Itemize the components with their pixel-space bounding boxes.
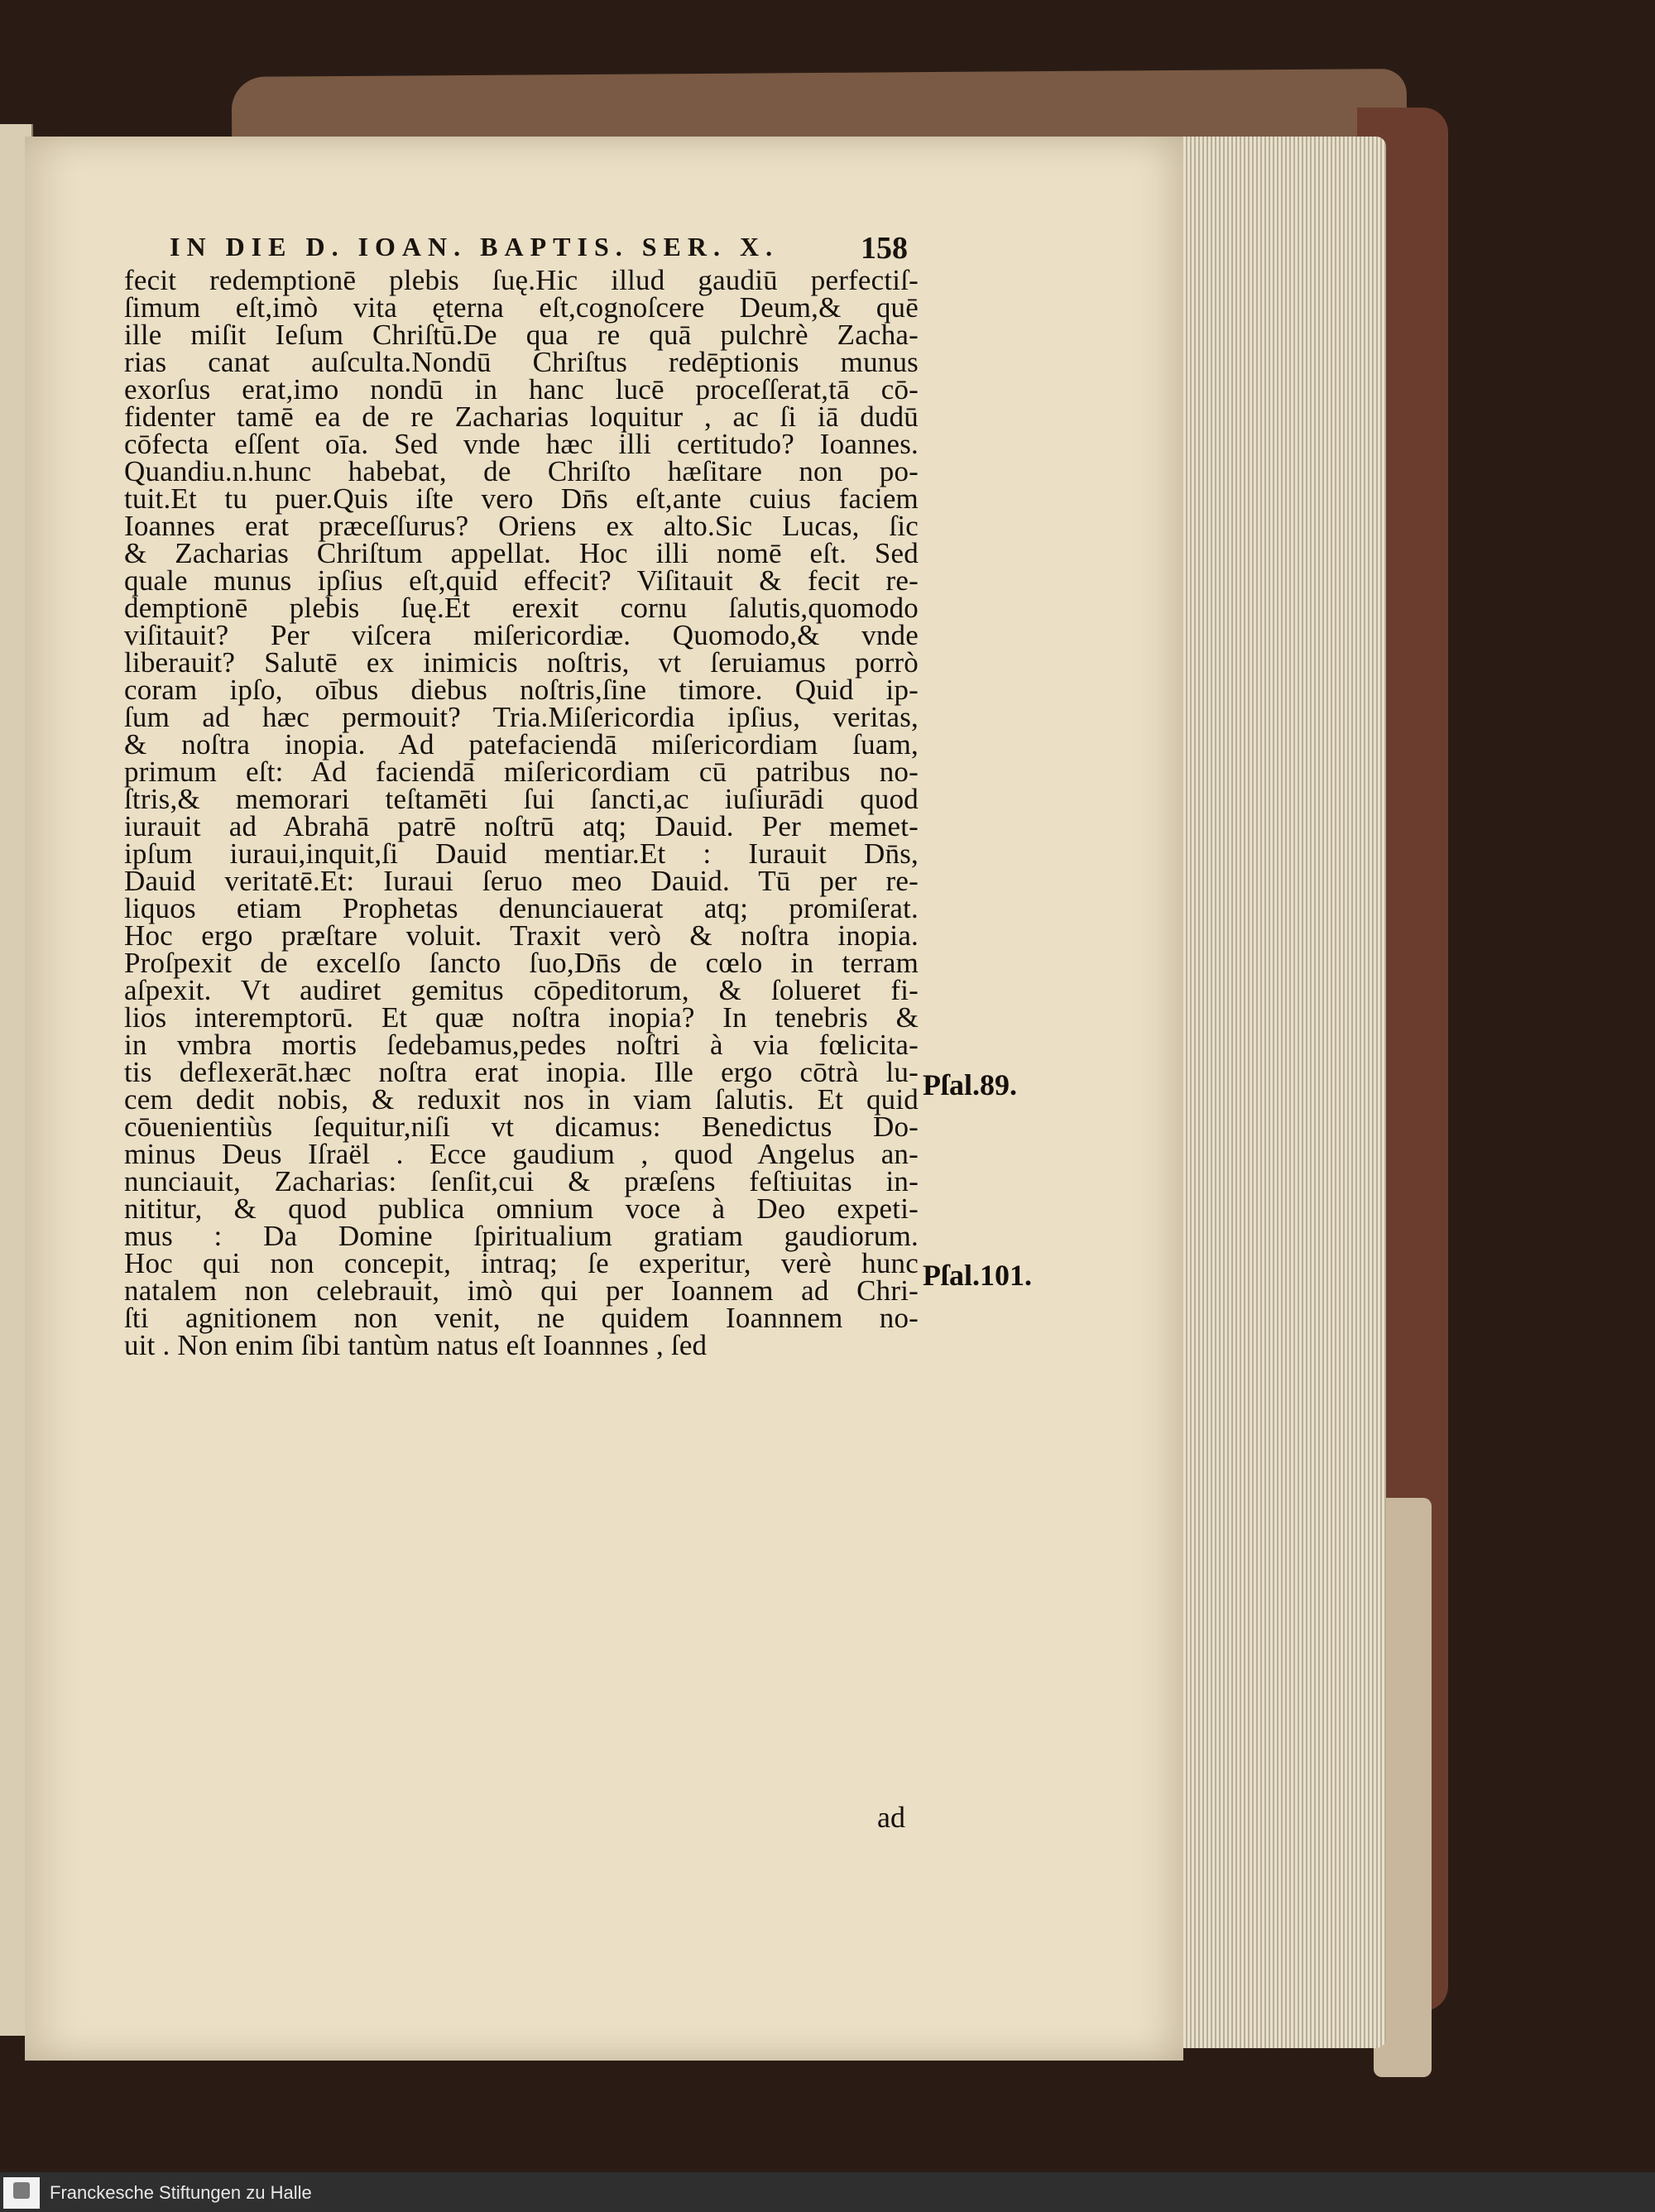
text-line: in vmbra mortis ſedebamus,pedes noſtri à via fœlicita- (124, 1029, 919, 1061)
institution-logo-icon (3, 2177, 40, 2209)
text-line: demptionē plebis ſuę.Et erexit cornu ſalutis,quomodo (124, 592, 919, 624)
text-line: ille miſit Ieſum Chriſtū.De qua re quā pulchrè Zacha- (124, 319, 919, 351)
text-line: cem dedit nobis, & reduxit nos in viam ſalutis. Et quid (124, 1083, 919, 1116)
text-line: viſitauit? Per viſcera miſericordiæ. Quomodo,& vnde (124, 619, 919, 651)
page-edges (1179, 137, 1386, 2048)
marginal-note: Pſal.101. (923, 1259, 1032, 1292)
text-line: fecit redemptionē plebis ſuę.Hic illud gaudiū perfectiſ- (124, 264, 919, 296)
text-line: tuit.Et tu puer.Quis iſte vero Dn̄s eſt,ante cuius faciem (124, 482, 919, 515)
text-line: Quandiu.n.hunc habebat, de Chriſto hæſitare non po- (124, 455, 919, 487)
page-number: 158 (861, 231, 908, 266)
text-line: ſimum eſt,imò vita ęterna eſt,cognoſcere Deum,& quē (124, 291, 919, 324)
text-line: natalem non celebrauit, imò qui per Ioannem ad Chri- (124, 1274, 919, 1307)
footer-bar (0, 2172, 1655, 2212)
text-line: primum eſt: Ad faciendā miſericordiam cū patribus no- (124, 756, 919, 788)
footer-label: Franckesche Stiftungen zu Halle (50, 2182, 312, 2203)
text-line: cōuenientiùs ſequitur,niſi vt dicamus: Benedictus Do- (124, 1111, 919, 1143)
text-line: Proſpexit de excelſo ſancto ſuo,Dn̄s de cœlo in terram (124, 947, 919, 979)
text-line: rias canat auſculta.Nondū Chriſtus redēptionis munus (124, 346, 919, 378)
text-line: ipſum iuraui,inquit,ſi Dauid mentiar.Et : Iurauit Dn̄s, (124, 837, 919, 870)
text-line: liquos etiam Prophetas denunciauerat atq; promiſerat. (124, 892, 919, 924)
text-line: & Zacharias Chriſtum appellat. Hoc illi nomē eſt. Sed (124, 537, 919, 569)
text-line: ſtris,& memorari teſtamēti ſui ſancti,ac iuſiurādi quod (124, 783, 919, 815)
text-line: lios interemptorū. Et quæ noſtra inopia? In tenebris & (124, 1001, 919, 1034)
text-line: ſum ad hæc permouit? Tria.Miſericordia ipſius, veritas, (124, 701, 919, 733)
text-line: coram ipſo, oībus diebus noſtris,ſine timore. Quid ip- (124, 674, 919, 706)
text-line: cōfecta eſſent oīa. Sed vnde hæc illi certitudo? Ioannes. (124, 428, 919, 460)
marginal-note: Pſal.89. (923, 1068, 1017, 1101)
text-line: tis deflexerāt.hæc noſtra erat inopia. Ille ergo cōtrà lu- (124, 1056, 919, 1088)
running-head: IN DIE D. IOAN. BAPTIS. SER. X. (170, 232, 780, 262)
text-line: exorſus erat,imo nondū in hanc lucē proceſſerat,tā cō- (124, 373, 919, 405)
text-line: liberauit? Salutē ex inimicis noſtris, vt ſeruiamus porrò (124, 646, 919, 679)
text-line: ſti agnitionem non venit, ne quidem Ioannnem no- (124, 1302, 919, 1334)
text-line: aſpexit. Vt audiret gemitus cōpeditorum, & ſolueret fi- (124, 974, 919, 1006)
text-line: minus Deus Iſraël . Ecce gaudium , quod Angelus an- (124, 1138, 919, 1170)
text-line: fidenter tamē ea de re Zacharias loquitur , ac ſi iā dudū (124, 401, 919, 433)
text-line: Ioannes erat præceſſurus? Oriens ex alto.Sic Lucas, ſic (124, 510, 919, 542)
text-line: Hoc ergo præſtare voluit. Traxit verò & noſtra inopia. (124, 919, 919, 952)
text-line: nititur, & quod publica omnium voce à Deo expeti- (124, 1192, 919, 1225)
text-line: Hoc qui non concepit, intraq; ſe experitur, verè hunc (124, 1247, 919, 1279)
text-line: quale munus ipſius eſt,quid effecit? Viſitauit & fecit re- (124, 564, 919, 597)
text-line: & noſtra inopia. Ad patefaciendā miſericordiam ſuam, (124, 728, 919, 761)
body-text (124, 266, 919, 1359)
text-line: Dauid veritatē.Et: Iuraui ſeruo meo Dauid. Tū per re- (124, 865, 919, 897)
text-line: nunciauit, Zacharias: ſenſit,cui & præſens feſtiuitas in- (124, 1165, 919, 1197)
text-line: uit . Non enim ſibi tantùm natus eſt Ioannnes , ſed (124, 1329, 708, 1361)
text-line: iurauit ad Abrahā patrē noſtrū atq; Dauid. Per memet- (124, 810, 919, 842)
text-line: mus : Da Domine ſpiritualium gratiam gaudiorum. (124, 1220, 919, 1252)
catchword: ad (877, 1801, 905, 1834)
